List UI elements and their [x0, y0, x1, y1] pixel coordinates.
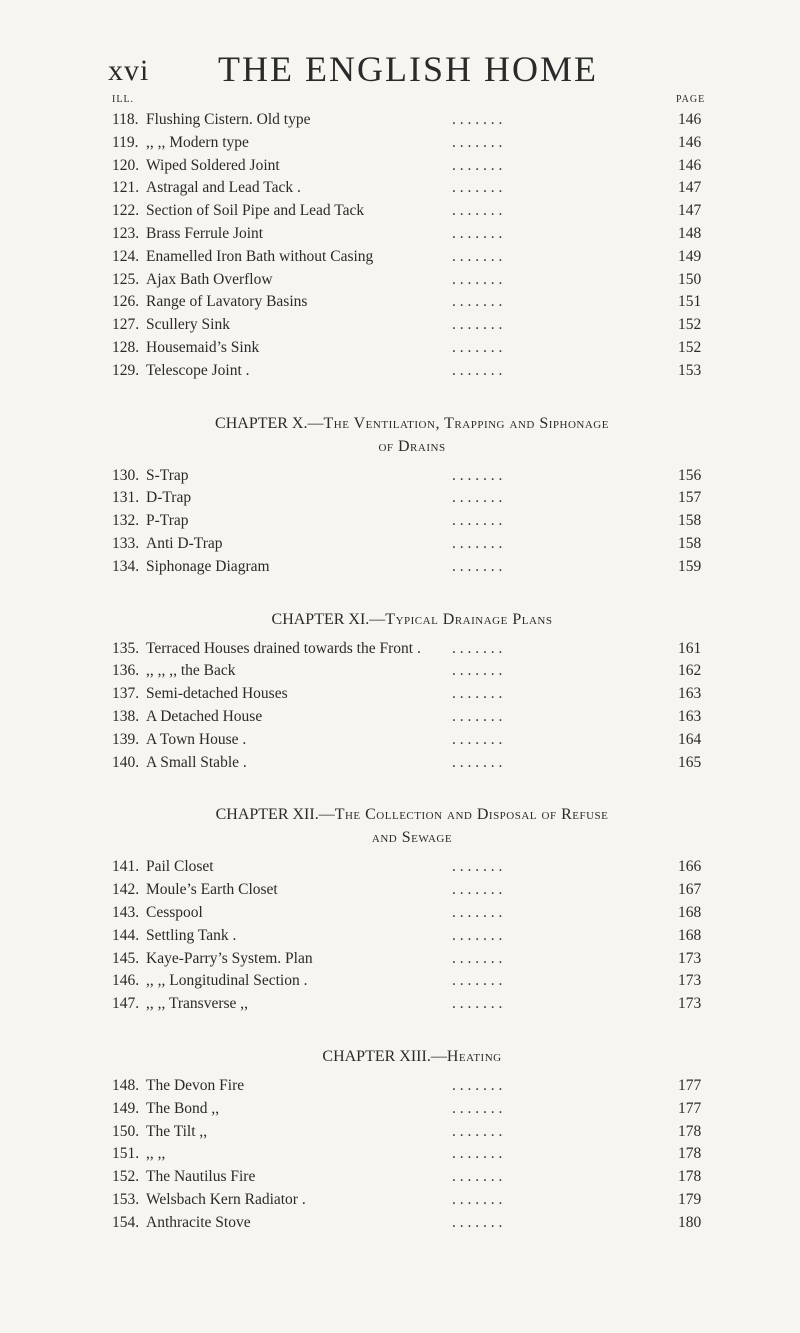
- illustration-number: 139.: [112, 730, 140, 748]
- page-reference: 161: [678, 639, 702, 657]
- illustration-number: 134.: [112, 557, 140, 575]
- page-reference: 165: [678, 753, 702, 771]
- illustration-title: Range of Lavatory Basins: [146, 293, 308, 311]
- page-reference: 152: [678, 316, 702, 334]
- list-item: [112, 901, 712, 925]
- illustration-number: 149.: [112, 1099, 140, 1117]
- leader-dots: . . . . . . .: [452, 339, 503, 356]
- chapter-heading: [112, 803, 712, 849]
- list-item: [112, 290, 712, 314]
- illustration-title: ,, ,, Longitudinal Section .: [146, 972, 308, 990]
- leader-dots: . . . . . . .: [452, 685, 503, 703]
- chapter-title: The Ventilation, Trapping and Siphonage: [323, 414, 609, 432]
- page-reference: 147: [678, 179, 702, 197]
- leader-dots: . . . . . . .: [452, 1213, 503, 1231]
- page-reference: 173: [678, 995, 702, 1013]
- leader-dots: . . . . . . .: [452, 995, 503, 1013]
- illustration-number: 142.: [112, 881, 140, 899]
- leader-dots: . . . . . . .: [452, 557, 503, 575]
- chapter-heading-line: [112, 608, 712, 631]
- leader-dots: . . . . . . .: [452, 1145, 503, 1163]
- illustration-title: Terraced Houses drained towards the Front .: [146, 639, 421, 657]
- illustration-number: 152.: [112, 1168, 140, 1186]
- page-reference: 158: [678, 512, 702, 530]
- list-item: [112, 878, 712, 902]
- page-reference: 164: [678, 730, 702, 748]
- page-reference: 177: [678, 1099, 702, 1117]
- illustration-number: 133.: [112, 535, 140, 552]
- page-reference: 162: [678, 662, 702, 680]
- page-reference: 150: [678, 270, 702, 288]
- list-item: [112, 131, 712, 155]
- list-item: [112, 728, 712, 752]
- illustration-number: 125.: [112, 270, 140, 288]
- illustration-title: ,, ,, Modern type: [146, 133, 249, 151]
- illustration-title: A Detached House: [146, 708, 263, 725]
- list-item: [112, 992, 712, 1016]
- illustration-title: Telescope Joint .: [146, 361, 250, 379]
- leader-dots: . . . . . . .: [452, 247, 503, 265]
- illustration-title: Welsbach Kern Radiator .: [146, 1191, 306, 1208]
- column-heading-ill: ILL.: [112, 94, 135, 105]
- illustration-title: The Bond ,,: [146, 1099, 220, 1117]
- list-item: [112, 313, 712, 337]
- illustration-title: Wiped Soldered Joint: [146, 156, 280, 174]
- illustration-number: 147.: [112, 995, 140, 1013]
- chapter-title: The Collection and Disposal of Refuse: [334, 806, 609, 824]
- list-item: [112, 222, 712, 246]
- illustration-title: D-Trap: [146, 489, 192, 507]
- page-reference: 149: [678, 247, 702, 265]
- illustration-number: 118.: [112, 111, 139, 128]
- illustration-title: A Small Stable .: [146, 753, 247, 771]
- list-item: [112, 924, 712, 948]
- illustration-number: 145.: [112, 949, 140, 967]
- illustration-title: The Devon Fire: [146, 1077, 245, 1094]
- page-reference: 148: [678, 225, 702, 242]
- list-item: [112, 154, 712, 178]
- page-reference: 167: [678, 881, 702, 899]
- illustration-title: Semi-detached Houses: [146, 685, 288, 703]
- chapter-title: Heating: [446, 1048, 502, 1065]
- page-reference: 168: [678, 926, 702, 944]
- list-item: [112, 464, 712, 488]
- leader-dots: . . . . . . .: [452, 1122, 503, 1140]
- page-reference: 159: [678, 557, 702, 575]
- illustration-number: 151.: [112, 1145, 140, 1163]
- illustration-title: Housemaid’s Sink: [146, 339, 260, 356]
- chapter-heading: [112, 608, 712, 631]
- page-reference: 180: [678, 1213, 702, 1231]
- illustration-title: Anti D-Trap: [146, 535, 223, 552]
- leader-dots: . . . . . . .: [452, 904, 503, 921]
- illustration-title: Siphonage Diagram: [146, 557, 270, 575]
- chapter-heading-line: [112, 412, 712, 435]
- leader-dots: . . . . . . .: [452, 225, 503, 242]
- illustration-title: P-Trap: [146, 512, 189, 530]
- illustration-number: 131.: [112, 489, 140, 507]
- chapter-title-continued: of Drains: [378, 437, 446, 455]
- page-reference: 179: [678, 1191, 702, 1208]
- running-head: [108, 48, 708, 88]
- illustration-number: 124.: [112, 247, 140, 265]
- page-reference: 151: [678, 293, 702, 311]
- illustration-number: 150.: [112, 1122, 140, 1140]
- page-reference: 147: [678, 202, 702, 220]
- page-number: xvi: [108, 54, 150, 87]
- page-reference: 146: [678, 111, 702, 128]
- illustration-number: 132.: [112, 512, 140, 530]
- illustration-number: 126.: [112, 293, 140, 311]
- page-title: THE ENGLISH HOME: [218, 49, 598, 89]
- list-item: [112, 969, 712, 993]
- illustration-number: 137.: [112, 685, 140, 703]
- leader-dots: . . . . . . .: [452, 972, 503, 990]
- page-reference: 166: [678, 858, 702, 876]
- list-item: [112, 108, 712, 132]
- leader-dots: . . . . . . .: [452, 512, 503, 530]
- list-item: [112, 359, 712, 383]
- leader-dots: . . . . . . .: [452, 949, 503, 967]
- leader-dots: . . . . . . .: [452, 926, 503, 944]
- page-reference: 178: [678, 1145, 702, 1163]
- leader-dots: . . . . . . .: [452, 639, 503, 657]
- page-reference: 168: [678, 904, 702, 921]
- illustration-title: Ajax Bath Overflow: [146, 270, 273, 288]
- illustration-number: 154.: [112, 1213, 140, 1231]
- illustration-title: The Nautilus Fire: [146, 1168, 256, 1186]
- illustration-number: 129.: [112, 361, 140, 379]
- page-reference: 146: [678, 133, 702, 151]
- list-item: [112, 682, 712, 706]
- list-item: [112, 1211, 712, 1235]
- illustration-number: 144.: [112, 926, 140, 944]
- illustration-number: 122.: [112, 202, 140, 220]
- page-reference: 173: [678, 972, 702, 990]
- illustration-number: 135.: [112, 639, 140, 657]
- list-item: [112, 1188, 712, 1212]
- illustration-title: Scullery Sink: [146, 316, 230, 334]
- chapter-title-continued: and Sewage: [371, 829, 453, 847]
- leader-dots: . . . . . . .: [452, 1191, 503, 1208]
- page-reference: 173: [678, 949, 702, 967]
- page-reference: 177: [678, 1077, 702, 1094]
- list-item: [112, 532, 712, 556]
- illustration-title: Flushing Cistern. Old type: [146, 111, 311, 128]
- leader-dots: . . . . . . .: [452, 708, 503, 725]
- leader-dots: . . . . . . .: [452, 730, 503, 748]
- list-item: [112, 336, 712, 360]
- leader-dots: . . . . . . .: [452, 111, 503, 128]
- leader-dots: . . . . . . .: [452, 881, 503, 899]
- illustration-title: Enamelled Iron Bath without Casing: [146, 247, 374, 265]
- leader-dots: . . . . . . .: [452, 202, 503, 220]
- illustration-title: ,, ,,: [146, 1145, 166, 1163]
- list-item: [112, 751, 712, 775]
- illustration-title: ,, ,, ,, the Back: [146, 662, 236, 680]
- illustration-number: 119.: [112, 133, 139, 151]
- list-item: [112, 855, 712, 879]
- page-reference: 163: [678, 685, 702, 703]
- illustration-number: 123.: [112, 225, 140, 242]
- illustration-title: Cesspool: [146, 904, 203, 921]
- illustration-title: A Town House .: [146, 730, 247, 748]
- illustration-number: 141.: [112, 858, 140, 876]
- leader-dots: . . . . . . .: [452, 270, 503, 288]
- illustration-title: Kaye-Parry’s System. Plan: [146, 949, 313, 967]
- page-reference: 153: [678, 361, 702, 379]
- illustration-number: 127.: [112, 316, 140, 334]
- leader-dots: . . . . . . .: [452, 489, 503, 507]
- illustration-title: S-Trap: [146, 466, 189, 484]
- list-item: [112, 245, 712, 269]
- list-item: [112, 1142, 712, 1166]
- chapter-number: CHAPTER XIII.—: [322, 1048, 447, 1065]
- page-reference: 163: [678, 708, 702, 725]
- leader-dots: . . . . . . .: [452, 1099, 503, 1117]
- chapter-heading: [112, 412, 712, 458]
- illustration-title: Brass Ferrule Joint: [146, 225, 264, 242]
- list-item: [112, 176, 712, 200]
- illustration-title: The Tilt ,,: [146, 1122, 208, 1140]
- illustration-number: 128.: [112, 339, 140, 356]
- page-reference: 158: [678, 535, 702, 552]
- leader-dots: . . . . . . .: [452, 179, 503, 197]
- illustration-number: 143.: [112, 904, 140, 921]
- leader-dots: . . . . . . .: [452, 361, 503, 379]
- illustration-number: 130.: [112, 466, 140, 484]
- leader-dots: . . . . . . .: [452, 316, 503, 334]
- chapter-heading-line: [112, 803, 712, 826]
- leader-dots: . . . . . . .: [452, 535, 503, 552]
- illustration-title: Moule’s Earth Closet: [146, 881, 278, 899]
- illustration-title: Astragal and Lead Tack .: [146, 179, 301, 197]
- leader-dots: . . . . . . .: [452, 293, 503, 311]
- illustration-number: 140.: [112, 753, 140, 771]
- list-item: [112, 637, 712, 661]
- illustration-number: 136.: [112, 662, 140, 680]
- chapter-heading: [112, 1045, 712, 1068]
- list-item: [112, 268, 712, 292]
- page-reference: 157: [678, 489, 702, 507]
- page-reference: 178: [678, 1122, 702, 1140]
- chapter-number: CHAPTER XII.—: [215, 806, 335, 824]
- illustration-title: Settling Tank .: [146, 926, 237, 944]
- list-item: [112, 1097, 712, 1121]
- list-item: [112, 705, 712, 729]
- list-item: [112, 947, 712, 971]
- chapter-number: CHAPTER XI.—: [271, 610, 386, 628]
- illustration-title: Section of Soil Pipe and Lead Tack: [146, 202, 365, 220]
- leader-dots: . . . . . . .: [452, 1077, 503, 1094]
- illustration-title: Pail Closet: [146, 858, 214, 876]
- illustration-title: ,, ,, Transverse ,,: [146, 995, 249, 1013]
- page-reference: 146: [678, 156, 702, 174]
- leader-dots: . . . . . . .: [452, 662, 503, 680]
- illustration-title: Anthracite Stove: [146, 1213, 251, 1231]
- page-reference: 156: [678, 466, 702, 484]
- illustration-number: 120.: [112, 156, 140, 174]
- page-reference: 152: [678, 339, 702, 356]
- illustration-number: 138.: [112, 708, 140, 725]
- page-reference: 178: [678, 1168, 702, 1186]
- list-item: [112, 1120, 712, 1144]
- illustration-number: 148.: [112, 1077, 140, 1094]
- list-item: [112, 509, 712, 533]
- leader-dots: . . . . . . .: [452, 753, 503, 771]
- illustration-number: 146.: [112, 972, 140, 990]
- chapter-title: Typical Drainage Plans: [385, 610, 553, 628]
- column-heading-page: PAGE: [676, 94, 706, 105]
- leader-dots: . . . . . . .: [452, 133, 503, 151]
- list-item: [112, 659, 712, 683]
- leader-dots: . . . . . . .: [452, 1168, 503, 1186]
- chapter-heading-line: [112, 1045, 712, 1068]
- list-item: [112, 486, 712, 510]
- leader-dots: . . . . . . .: [452, 858, 503, 876]
- leader-dots: . . . . . . .: [452, 156, 503, 174]
- list-item: [112, 199, 712, 223]
- chapter-number: CHAPTER X.—: [215, 414, 324, 432]
- list-item: [112, 1165, 712, 1189]
- list-item: [112, 555, 712, 579]
- illustration-number: 121.: [112, 179, 140, 197]
- leader-dots: . . . . . . .: [452, 466, 503, 484]
- list-item: [112, 1074, 712, 1098]
- illustration-number: 153.: [112, 1191, 140, 1208]
